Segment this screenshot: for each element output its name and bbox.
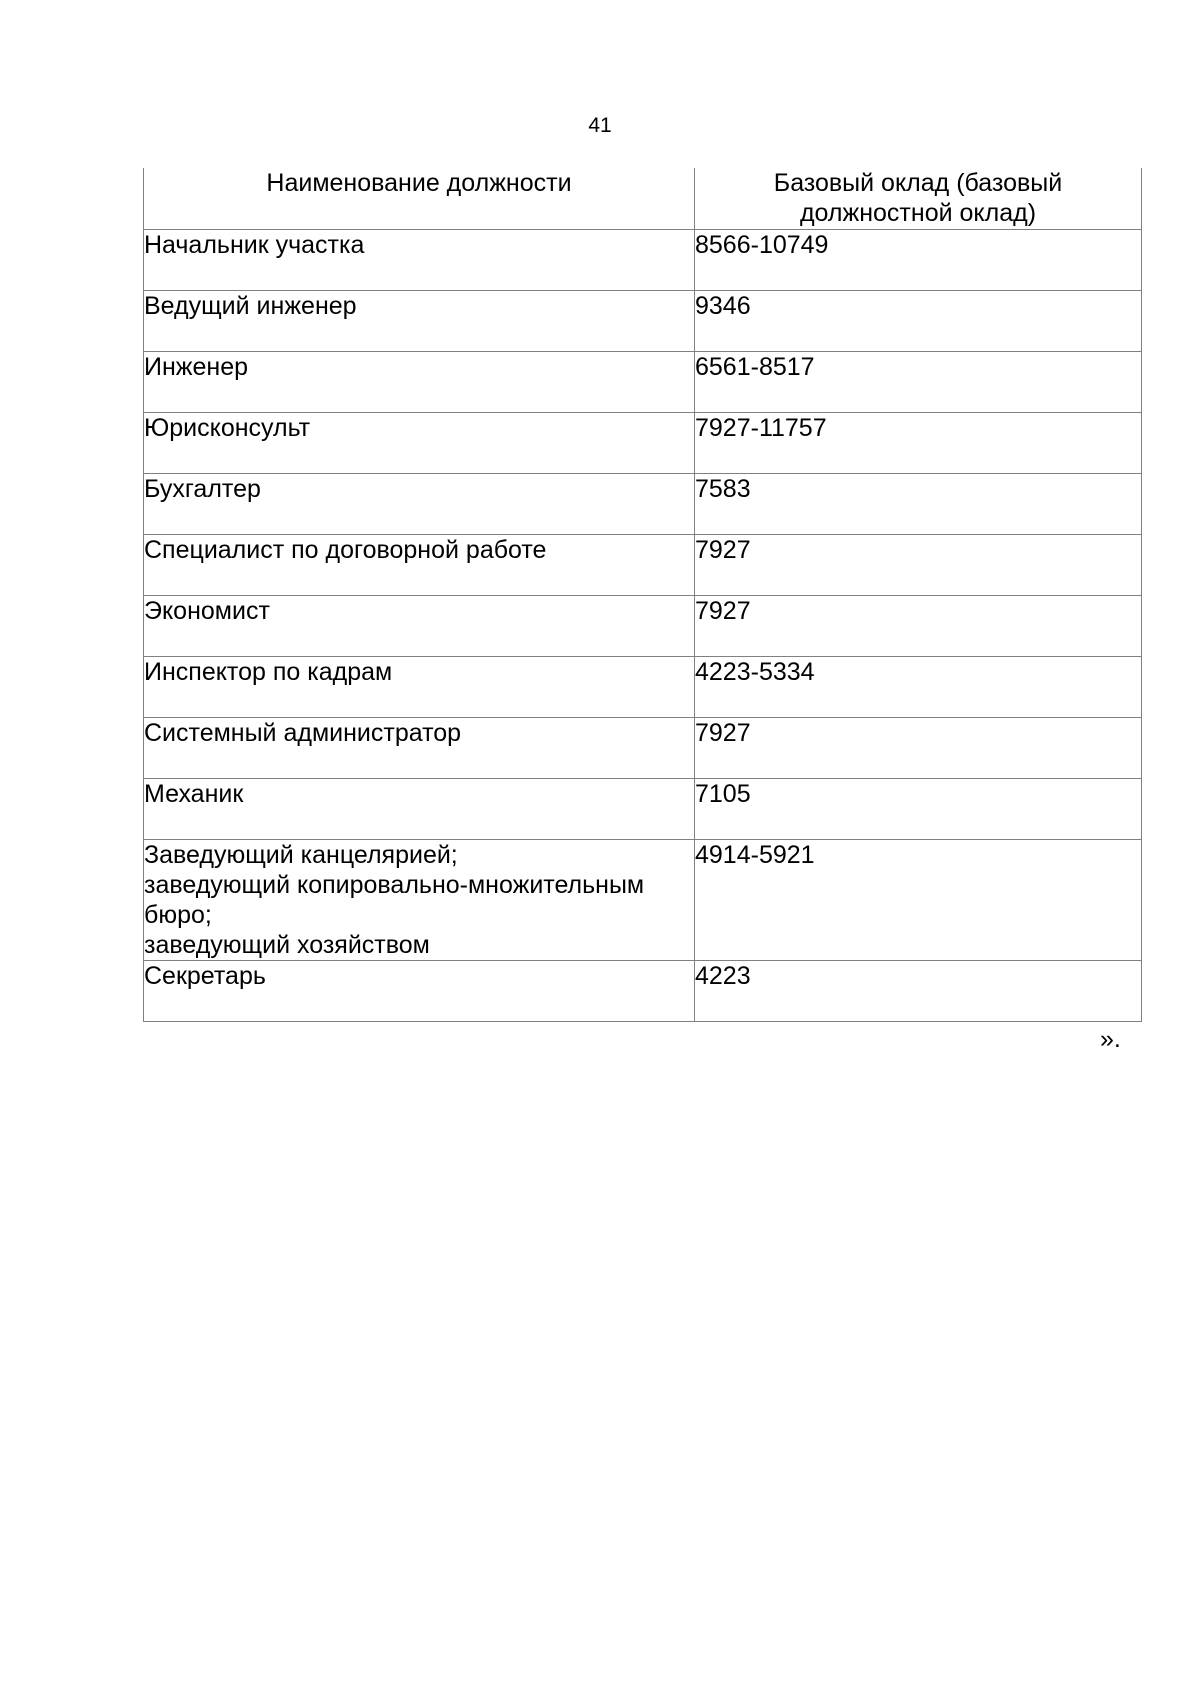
salary-table (143, 168, 1142, 1022)
salary-cell: 7927-11757 (695, 413, 1142, 474)
table-row (144, 596, 1142, 657)
page-number: 41 (588, 114, 612, 137)
salary-cell: 7927 (695, 535, 1142, 596)
table-row (144, 474, 1142, 535)
salary-cell: 4223 (695, 961, 1142, 1022)
position-cell: Юрисконсульт (144, 413, 695, 474)
table-row (144, 535, 1142, 596)
table-row (144, 718, 1142, 779)
header-salary: Базовый оклад (базовый должностной оклад) (695, 168, 1142, 230)
salary-cell: 4223-5334 (695, 657, 1142, 718)
position-cell: Инспектор по кадрам (144, 657, 695, 718)
position-cell: Системный администратор (144, 718, 695, 779)
position-cell: Ведущий инженер (144, 291, 695, 352)
header-position: Наименование должности (144, 168, 695, 230)
position-cell: Механик (144, 779, 695, 840)
table-row (144, 291, 1142, 352)
table-row (144, 840, 1142, 961)
closing-quote: ». (1100, 1025, 1121, 1053)
salary-cell: 9346 (695, 291, 1142, 352)
table-row (144, 961, 1142, 1022)
table-header-row (144, 168, 1142, 230)
position-cell: Секретарь (144, 961, 695, 1022)
position-cell: Инженер (144, 352, 695, 413)
salary-cell: 7927 (695, 596, 1142, 657)
table-row (144, 413, 1142, 474)
salary-cell: 7105 (695, 779, 1142, 840)
salary-cell: 7927 (695, 718, 1142, 779)
salary-cell: 4914-5921 (695, 840, 1142, 961)
salary-cell: 8566-10749 (695, 230, 1142, 291)
position-cell: Бухгалтер (144, 474, 695, 535)
salary-cell: 6561-8517 (695, 352, 1142, 413)
position-cell: Экономист (144, 596, 695, 657)
position-cell: Специалист по договорной работе (144, 535, 695, 596)
table-row (144, 352, 1142, 413)
table-row (144, 230, 1142, 291)
table-row (144, 779, 1142, 840)
table-row (144, 657, 1142, 718)
position-cell: Начальник участка (144, 230, 695, 291)
position-cell: Заведующий канцелярией; заведующий копировально-множительным бюро; заведующий хозяйством (144, 840, 695, 961)
salary-cell: 7583 (695, 474, 1142, 535)
